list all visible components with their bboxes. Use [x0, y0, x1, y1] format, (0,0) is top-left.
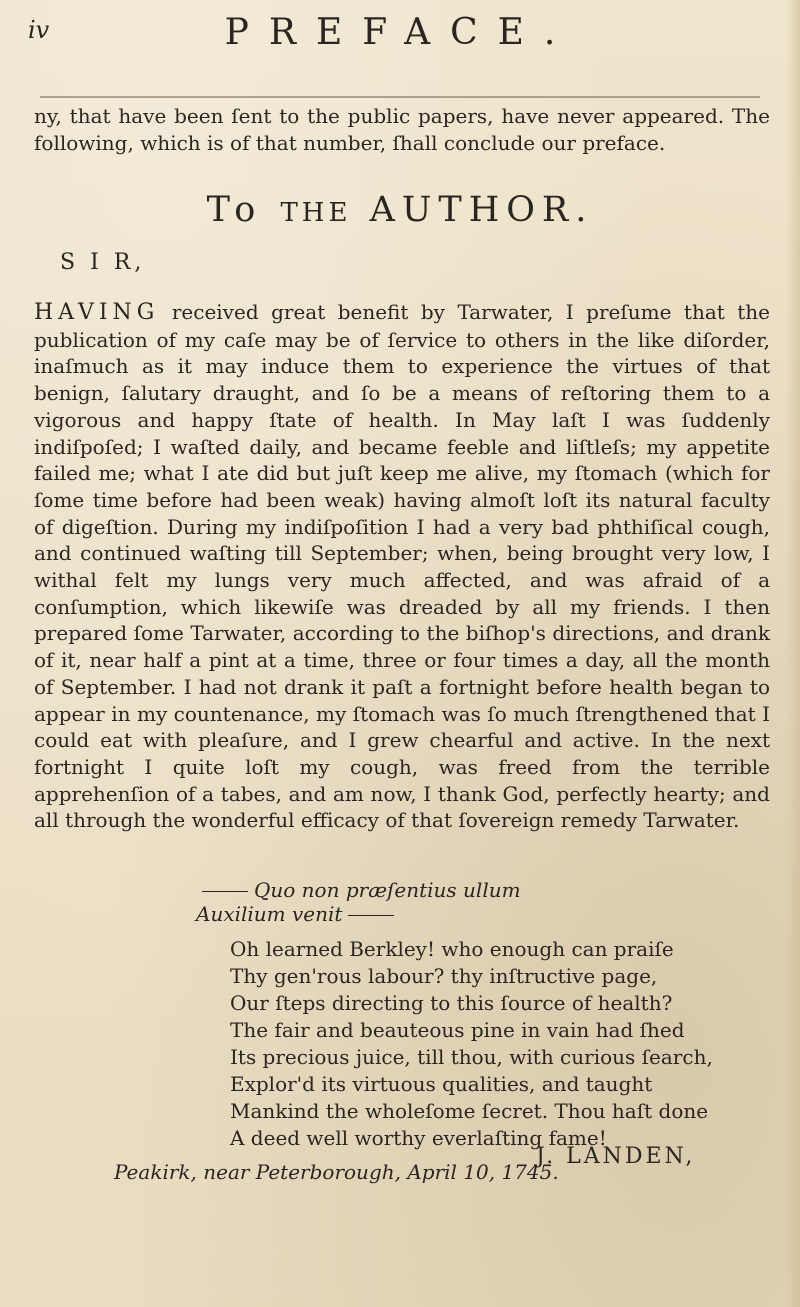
motto-line-1: Quo non præſentius ullum [254, 878, 521, 902]
letter-body-text: received great benefit by Tarwater, I preſume that the publication of my caſe may be of ſervice to others in the like diſorder, inaſmuch as it may induce them to experience the virtues of that benign, ſalutary draught, and ſo be a means of reſtoring them to a vigorous and happy ſtate of health. In May laſt I was ſuddenly indiſpoſed; I waſted daily, and became feeble and liſtleſs; my appetite failed me; what I ate did but juſt keep me alive, my ſtomach (which for ſome time before had been weak) having almoſt loſt its natural faculty of digeſtion. During my indiſpoſition I had a very bad phthiſical cough, and continued waſting till September; when, being brought very low, I withal felt my lungs very much affected, and was afraid of a conſumption, which likewiſe was dreaded by all my friends. I then prepared ſome Tarwater, according to the biſhop's directions, and drank of it, near half a pint at a time, three or four times a day, all the month of September. I had not drank it paſt a fortnight before health began to appear in my countenance, my ſtomach was ſo much ſtrengthened that I could eat with pleaſure, and I grew chearful and active. In the next fortnight I quite loſt my cough, was freed from the terrible apprehenſion of a tabes, and am now, I thank God, perfectly hearty; and all through the wonderful efficacy of that ſovereign remedy Tarwater. [34, 300, 770, 833]
dateline: Peakirk, near Peterborough, April 10, 1745. [114, 1160, 559, 1184]
poem-line: Our ſteps directing to this ſource of health? [230, 991, 673, 1015]
letter-heading [0, 190, 800, 230]
poem [230, 936, 713, 1152]
page-number: iv [28, 16, 50, 44]
poem-line: Mankind the wholeſome ſecret. Thou haſt done [230, 1099, 709, 1123]
poem-line: A deed well worthy everlaſting fame! [230, 1126, 607, 1150]
salutation: S I R, [60, 250, 146, 275]
heading-to: To [206, 190, 263, 230]
poem-line: Explor'd its virtuous qualities, and taught [230, 1072, 653, 1096]
page-edge-shadow [786, 0, 800, 1307]
heading-author: AUTHOR. [369, 190, 594, 230]
motto-dash [348, 915, 394, 916]
poem-line: The fair and beauteous pine in vain had ſhed [230, 1018, 685, 1042]
poem-line: Oh learned Berkley! who enough can praiſe [230, 937, 674, 961]
running-head [28, 4, 772, 64]
latin-motto [196, 878, 521, 926]
letter-body [34, 299, 770, 834]
signature: J. LANDEN, [536, 1144, 696, 1169]
poem-line: Its precious juice, till thou, with curious ſearch, [230, 1045, 713, 1069]
heading-the: THE [280, 198, 352, 228]
intro-paragraph: ny, that have been ſent to the public papers, have never appeared. The following, which is of that number, ſhall conclude our preface. [34, 104, 770, 155]
letter-dropcap: HAVING [34, 300, 160, 325]
poem-line: Thy gen'rous labour? thy inſtructive page, [230, 964, 658, 988]
motto-dash [202, 891, 248, 892]
header-rule [40, 96, 760, 98]
motto-line-2: Auxilium venit [196, 902, 343, 926]
page-header-title: PREFACE. [224, 12, 576, 53]
